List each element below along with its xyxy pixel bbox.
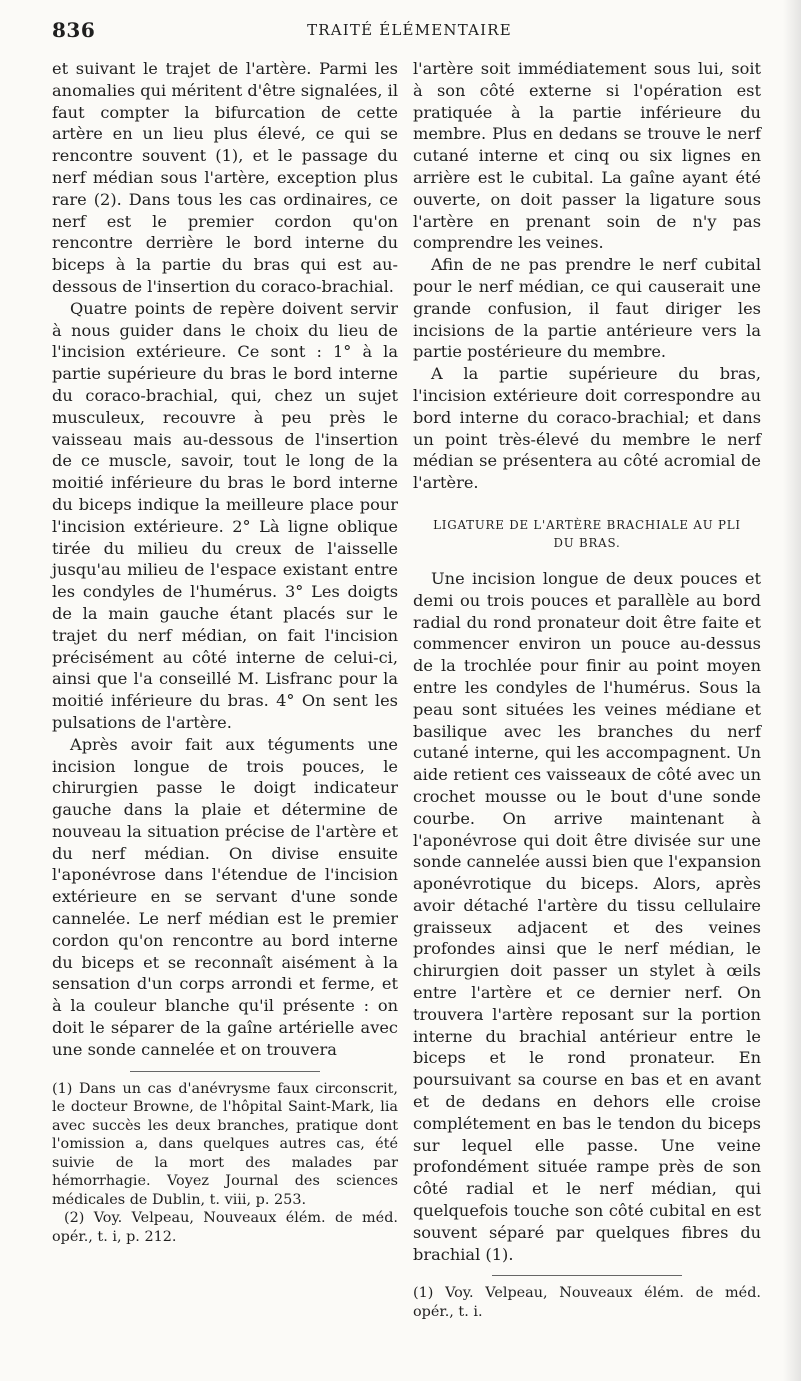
paragraph: l'artère soit immédiatement sous lui, soit à son côté externe si l'opération est pratiquée à la partie inférieure du membre. Plus en dedans se trouve le nerf cutané interne et cinq ou six lignes en arrière est le cubital. La gaîne ayant été ouverte, on doit passer la ligature sous l'artère en prenant soin de n'y pas comprendre les veines.	[413, 59, 761, 253]
section-heading-line: LIGATURE DE L'ARTÈRE BRACHIALE AU PLI	[433, 517, 741, 532]
paragraph: Quatre points de repère doivent servir à nous guider dans le choix du lieu de l'incision extérieure. Ce sont : 1° à la partie supérieure du bras le bord interne du coraco-brachial, qui, chez un sujet musculeux, recouvre à peu près le vaisseau mais au-dessous de l'insertion de ce muscle, savoir, tout le long de la moitié inférieure du bras le bord interne du biceps indique la meilleure place pour l'incision extérieure. 2° Là ligne oblique tirée du milieu du creux de l'aisselle jusqu'au milieu de l'espace existant entre les condyles de l'humérus. 3° Les doigts de la main gauche étant placés sur le trajet du nerf médian, on fait l'incision précisément au côté interne de celui-ci, ainsi que l'a conseillé M. Lisfranc pour la moitié inférieure du bras. 4° On sent les pulsations de l'artère.	[52, 298, 398, 732]
paragraph: Après avoir fait aux téguments une incision longue de trois pouces, le chirurgien passe le doigt indicateur gauche dans la plaie et détermine de nouveau la situation précise de l'artère et du nerf médian. On divise ensuite l'aponévrose dans l'étendue de l'incision extérieure en se servant d'une sonde cannelée. Le nerf médian est le premier cordon qu'on rencontre au bord interne du biceps et se reconnaît aisément à la sensation d'un corps arrondi et ferme, et à la couleur blanche qu'il présente : on doit le séparer de la gaîne artérielle avec une sonde cannelée et on trouvera	[52, 734, 398, 1059]
paragraph: et suivant le trajet de l'artère. Parmi les anomalies qui méritent d'être signalées, il faut compter la bifurcation de cette artère en un lieu plus élevé, ce qui se rencontre souvent (1), et le passage du nerf médian sous l'artère, exception plus rare (2). Dans tous les cas ordinaires, ce nerf est le premier cordon qu'on rencontre derrière le bord interne du biceps à la partie du bras qui est au-dessous de l'insertion du coraco-brachial.	[52, 59, 398, 296]
running-head: TRAITÉ ÉLÉMENTAIRE	[307, 21, 512, 39]
paragraph: A la partie supérieure du bras, l'incision extérieure doit correspondre au bord interne du coraco-brachial; et dans un point très-élevé du membre le nerf médian se présentera au côté acromial de l'artère.	[413, 364, 761, 493]
section-heading-line: DU BRAS.	[553, 535, 621, 550]
page-edge-shadow	[783, 0, 801, 1381]
paragraph: Une incision longue de deux pouces et demi ou trois pouces et parallèle au bord radial du rond pronateur doit être faite et commencer environ un pouce au-dessus de la trochlée pour finir au point moyen entre les condyles de l'humérus. Sous la peau sont situées les veines médiane et basilique avec les branches du nerf cutané interne, qui les accompagnent. Un aide retient ces vaisseaux de côté avec un crochet mousse ou le bout d'une sonde courbe. On arrive maintenant à l'aponévrose qui doit être divisée sur une sonde cannelée aussi bien que l'expansion aponévrotique du biceps. Alors, après avoir détaché l'artère du tissu cellulaire graisseux adjacent et des veines profondes ainsi que le nerf médian, le chirurgien doit passer un stylet à œils entre l'artère et ce dernier nerf. On trouvera l'artère reposant sur la portion interne du brachial antérieur entre le biceps et le rond pronateur. En poursuivant sa course en bas et en avant et de dedans en dehors elle croise complétement en bas le tendon du biceps sur lequel elle passe. Une veine profondément située rampe près de son côté radial et le nerf médian, qui quelquefois touche son côté cubital en est souvent séparé par quelques fibres du brachial (1).	[413, 568, 761, 1264]
footnote: (1) Voy. Velpeau, Nouveaux élém. de méd. opér., t. i.	[413, 1285, 761, 1320]
left-column	[52, 58, 398, 1246]
page-header	[52, 18, 767, 48]
paragraph: Afin de ne pas prendre le nerf cubital pour le nerf médian, ce qui causerait une grande confusion, il faut diriger les incisions de la partie antérieure vers la partie postérieure du membre.	[413, 255, 761, 362]
footnote-divider	[492, 1275, 682, 1276]
footnote: (2) Voy. Velpeau, Nouveaux élém. de méd. opér., t. i, p. 212.	[52, 1210, 398, 1245]
section-heading	[413, 516, 761, 552]
footnotes	[52, 1080, 398, 1247]
footnote-divider	[130, 1071, 320, 1072]
footnotes	[413, 1284, 761, 1321]
footnote: (1) Dans un cas d'anévrysme faux circonscrit, le docteur Browne, de l'hôpital Saint-Mark, lia avec succès les deux branches, pratique dont l'omission a, dans quelques autres cas, été suivie de la mort des malades par hémorrhagie. Voyez Journal des sciences médicales de Dublin, t. viii, p. 253.	[52, 1080, 398, 1208]
page-number: 836	[52, 18, 96, 42]
right-column	[413, 58, 761, 1321]
